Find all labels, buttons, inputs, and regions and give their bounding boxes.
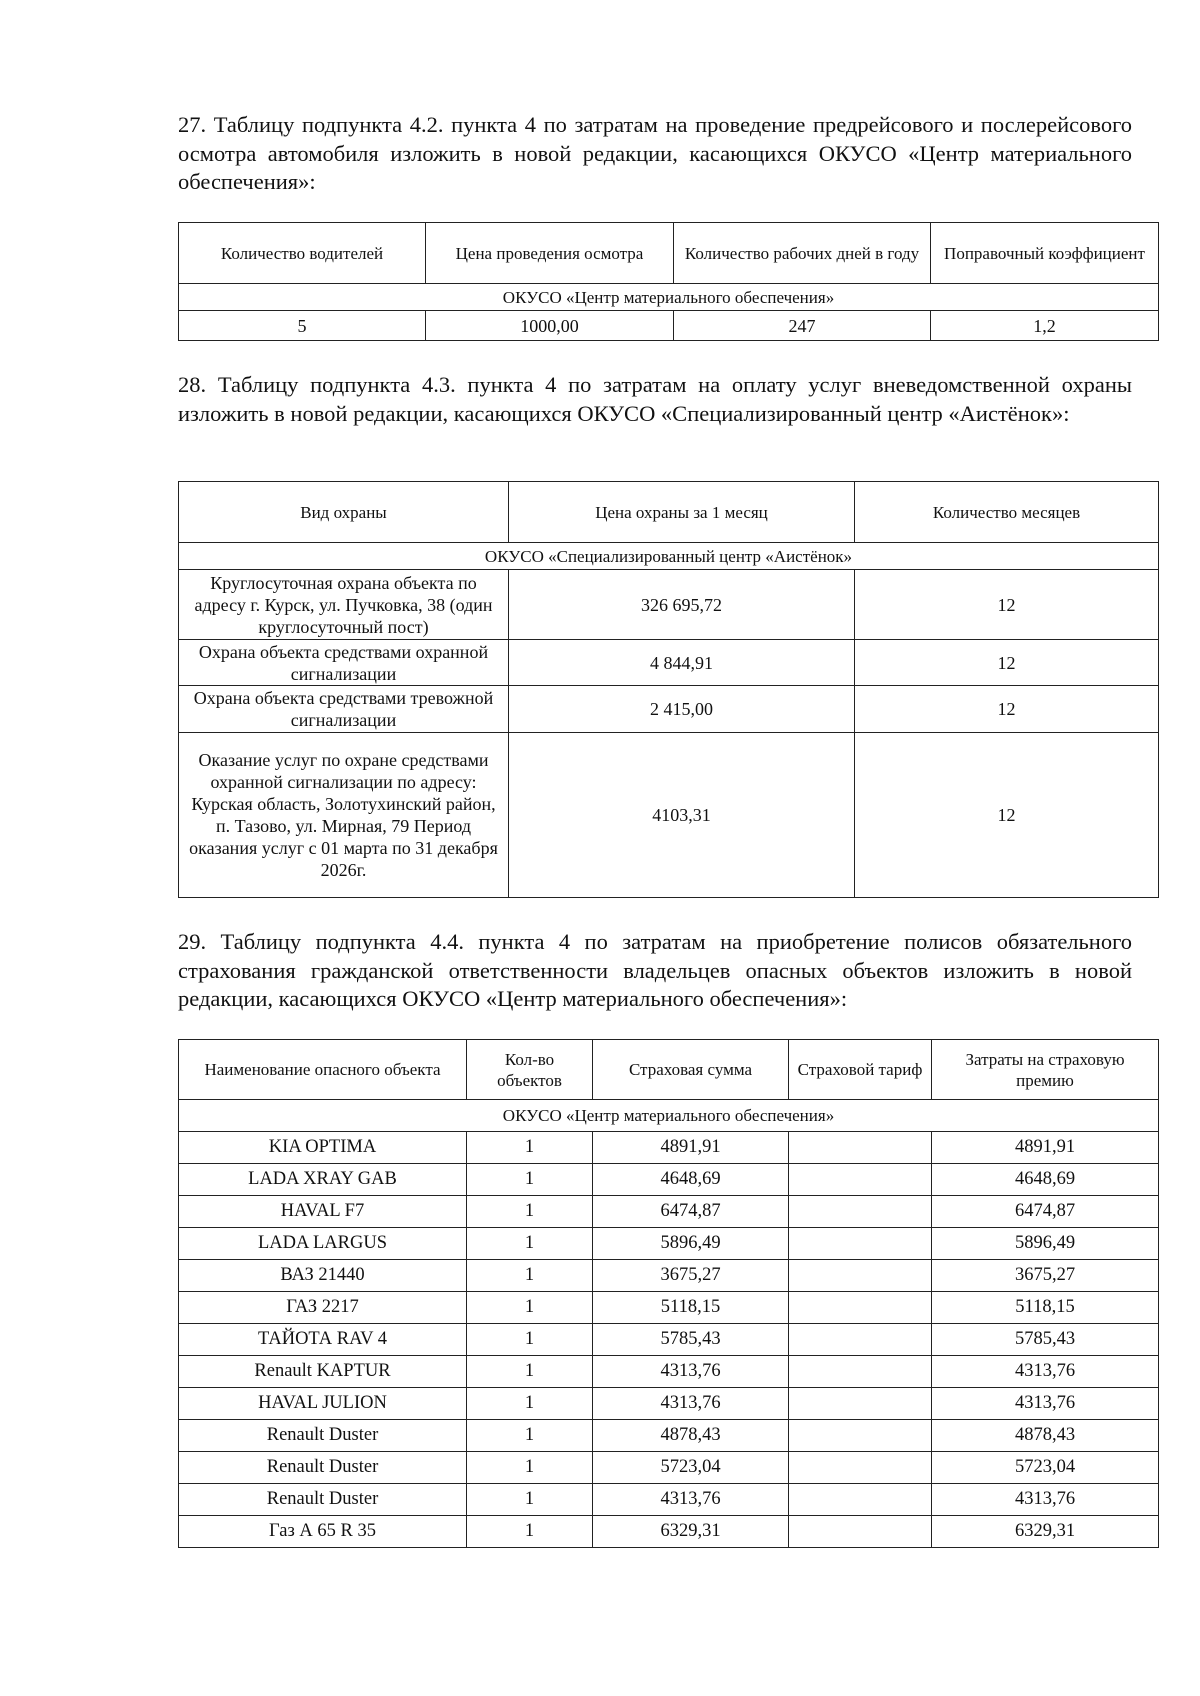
table-cell: [789, 1132, 932, 1164]
table-cell: Охрана объекта средствами охранной сигнализации: [179, 640, 509, 686]
table-cell: LADA LARGUS: [179, 1228, 467, 1260]
table-row: [179, 686, 1159, 733]
table-cell: 5723,04: [932, 1452, 1159, 1484]
section-29-text: 29. Таблицу подпункта 4.4. пункта 4 по затратам на приобретение полисов обязательного страхования гражданской ответственности владельцев опасных объектов изложить в новой редакции, касающихся ОКУСО «Центр материального обеспечения»:: [178, 929, 1132, 1011]
table-row: [179, 1420, 1159, 1452]
table-cell: 6329,31: [932, 1516, 1159, 1548]
table-cell: 12: [855, 640, 1159, 686]
table-29-header-row: [179, 1040, 1159, 1100]
header-cell: Наименование опасного объекта: [179, 1040, 467, 1100]
table-row: [179, 1196, 1159, 1228]
table-cell: 1: [467, 1452, 593, 1484]
org-row: ОКУСО «Центр материального обеспечения»: [179, 1100, 1159, 1132]
table-cell: KIA OPTIMA: [179, 1132, 467, 1164]
table-cell: [789, 1164, 932, 1196]
table-cell: ВАЗ 21440: [179, 1260, 467, 1292]
table-cell: 1: [467, 1228, 593, 1260]
table-cell: [789, 1260, 932, 1292]
table-cell: 3675,27: [593, 1260, 789, 1292]
table-cell: 4648,69: [593, 1164, 789, 1196]
table-cell: HAVAL JULION: [179, 1388, 467, 1420]
table-cell: 5785,43: [932, 1324, 1159, 1356]
table-cell: 4313,76: [932, 1388, 1159, 1420]
table-cell: 5896,49: [932, 1228, 1159, 1260]
table-29: [178, 1039, 1159, 1548]
table-cell: 12: [855, 570, 1159, 640]
table-cell: 1: [467, 1388, 593, 1420]
table-row: [179, 1324, 1159, 1356]
header-cell: Количество месяцев: [855, 482, 1159, 543]
table-cell: 2 415,00: [509, 686, 855, 733]
table-cell: Renault Duster: [179, 1484, 467, 1516]
table-cell: 1: [467, 1196, 593, 1228]
org-row: ОКУСО «Специализированный центр «Аистёнок»: [179, 543, 1159, 570]
table-row: [179, 1292, 1159, 1324]
table-cell: Renault KAPTUR: [179, 1356, 467, 1388]
table-cell: 5118,15: [593, 1292, 789, 1324]
table-cell: Охрана объекта средствами тревожной сигнализации: [179, 686, 509, 733]
table-row: [179, 570, 1159, 640]
table-cell: 4313,76: [593, 1356, 789, 1388]
table-cell: [789, 1484, 932, 1516]
table-cell: 4313,76: [593, 1388, 789, 1420]
table-cell: 5: [179, 311, 426, 341]
table-cell: 12: [855, 686, 1159, 733]
table-cell: ТАЙОТА RAV 4: [179, 1324, 467, 1356]
table-cell: [789, 1324, 932, 1356]
table-row: [179, 733, 1159, 898]
table-cell: 1,2: [931, 311, 1159, 341]
section-27-text: 27. Таблицу подпункта 4.2. пункта 4 по затратам на проведение предрейсового и послерейсового осмотра автомобиля изложить в новой редакции, касающихся ОКУСО «Центр материального обеспечения»:: [178, 112, 1132, 194]
table-cell: 12: [855, 733, 1159, 898]
table-cell: 4878,43: [593, 1420, 789, 1452]
table-cell: 4313,76: [932, 1484, 1159, 1516]
table-cell: [789, 1388, 932, 1420]
table-cell: 6329,31: [593, 1516, 789, 1548]
header-cell: Страховая сумма: [593, 1040, 789, 1100]
table-cell: [789, 1452, 932, 1484]
table-cell: HAVAL F7: [179, 1196, 467, 1228]
header-cell: Кол-во объектов: [467, 1040, 593, 1100]
table-28: [178, 481, 1159, 898]
table-cell: [789, 1356, 932, 1388]
table-row: [179, 1388, 1159, 1420]
table-cell: Газ А 65 R 35: [179, 1516, 467, 1548]
table-row: [179, 1452, 1159, 1484]
header-cell: Количество водителей: [179, 223, 426, 284]
table-cell: [789, 1420, 932, 1452]
table-cell: 1000,00: [426, 311, 674, 341]
table-cell: 1: [467, 1420, 593, 1452]
table-cell: 4 844,91: [509, 640, 855, 686]
header-cell: Поправочный коэффициент: [931, 223, 1159, 284]
header-cell: Цена охраны за 1 месяц: [509, 482, 855, 543]
table-cell: 6474,87: [932, 1196, 1159, 1228]
table-row: [179, 311, 1159, 341]
table-cell: 4878,43: [932, 1420, 1159, 1452]
table-28-header-row: [179, 482, 1159, 543]
table-cell: 3675,27: [932, 1260, 1159, 1292]
table-cell: 4313,76: [593, 1484, 789, 1516]
table-cell: ГАЗ 2217: [179, 1292, 467, 1324]
table-cell: [789, 1228, 932, 1260]
table-cell: 5118,15: [932, 1292, 1159, 1324]
table-cell: 5896,49: [593, 1228, 789, 1260]
table-cell: 1: [467, 1356, 593, 1388]
table-cell: 4891,91: [593, 1132, 789, 1164]
table-row: [179, 640, 1159, 686]
table-cell: 4891,91: [932, 1132, 1159, 1164]
table-cell: 1: [467, 1164, 593, 1196]
table-row: [179, 1356, 1159, 1388]
table-cell: 1: [467, 1484, 593, 1516]
header-cell: Страховой тариф: [789, 1040, 932, 1100]
header-cell: Вид охраны: [179, 482, 509, 543]
table-cell: 4313,76: [932, 1356, 1159, 1388]
table-27-header-row: [179, 223, 1159, 284]
header-cell: Количество рабочих дней в году: [674, 223, 931, 284]
table-cell: [789, 1292, 932, 1324]
table-row: [179, 1516, 1159, 1548]
table-cell: [789, 1196, 932, 1228]
table-cell: Renault Duster: [179, 1452, 467, 1484]
table-cell: [789, 1516, 932, 1548]
table-cell: 5785,43: [593, 1324, 789, 1356]
table-cell: 1: [467, 1132, 593, 1164]
table-cell: 4648,69: [932, 1164, 1159, 1196]
table-cell: 1: [467, 1324, 593, 1356]
table-cell: 1: [467, 1292, 593, 1324]
table-27: [178, 222, 1159, 341]
table-cell: 6474,87: [593, 1196, 789, 1228]
table-cell: Renault Duster: [179, 1420, 467, 1452]
table-cell: 247: [674, 311, 931, 341]
header-cell: Затраты на страховую премию: [932, 1040, 1159, 1100]
header-cell: Цена проведения осмотра: [426, 223, 674, 284]
table-row: [179, 1484, 1159, 1516]
section-28-text: 28. Таблицу подпункта 4.3. пункта 4 по затратам на оплату услуг вневедомственной охраны изложить в новой редакции, касающихся ОКУСО «Специализированный центр «Аистёнок»:: [178, 372, 1132, 426]
table-row: [179, 1132, 1159, 1164]
table-cell: LADA XRAY GAB: [179, 1164, 467, 1196]
table-cell: 326 695,72: [509, 570, 855, 640]
table-row: [179, 1164, 1159, 1196]
table-cell: 1: [467, 1260, 593, 1292]
table-cell: 4103,31: [509, 733, 855, 898]
table-row: [179, 1260, 1159, 1292]
table-row: [179, 1228, 1159, 1260]
org-row: ОКУСО «Центр материального обеспечения»: [179, 284, 1159, 311]
table-cell: Оказание услуг по охране средствами охранной сигнализации по адресу: Курская область, Золотухинский район, п. Тазово, ул. Мирная, 79 Период оказания услуг с 01 марта по 31 декабря 2026г.: [179, 733, 509, 898]
table-cell: Круглосуточная охрана объекта по адресу г. Курск, ул. Пучковка, 38 (один круглосуточный пост): [179, 570, 509, 640]
table-cell: 5723,04: [593, 1452, 789, 1484]
table-cell: 1: [467, 1516, 593, 1548]
